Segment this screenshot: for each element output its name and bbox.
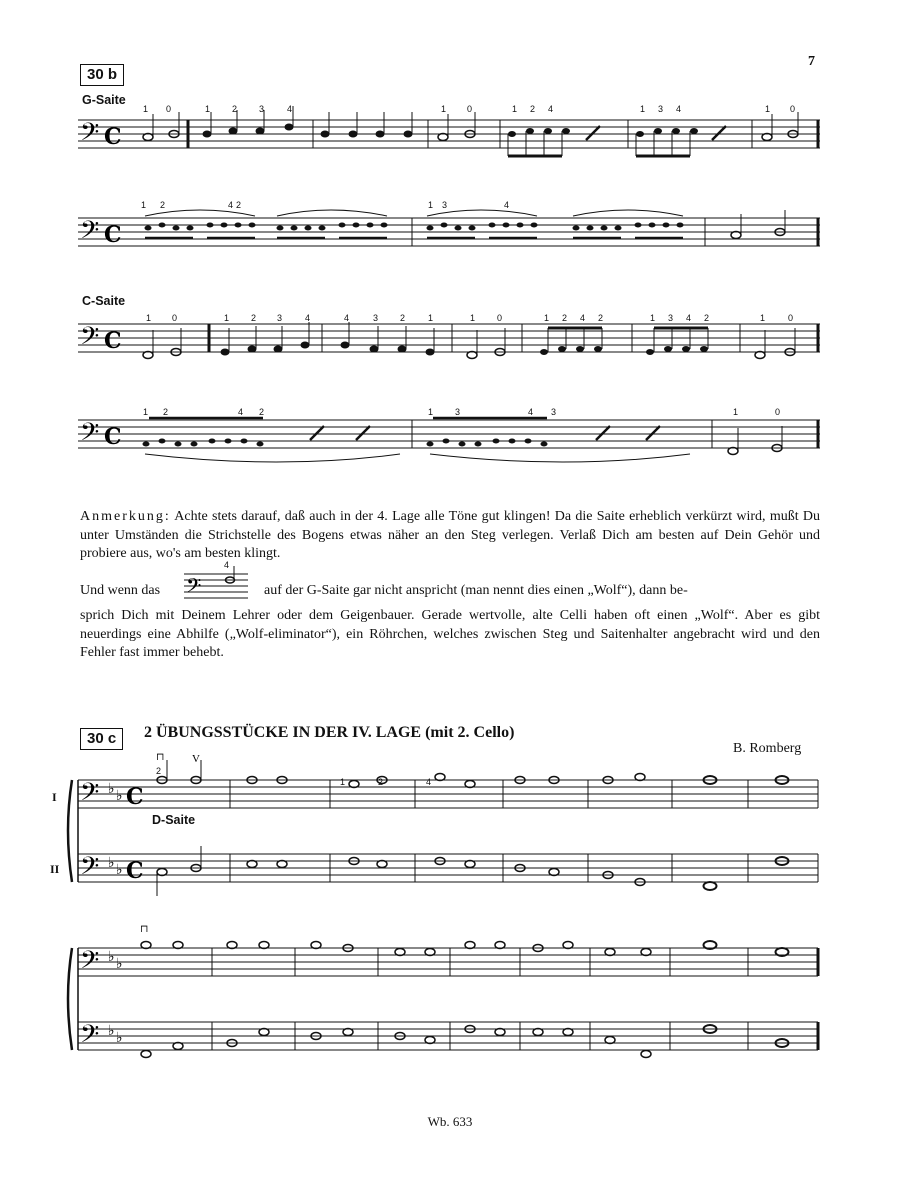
bass-clef-icon: 𝄢 <box>80 1020 100 1055</box>
fingerings-line-2: 1 2 4 2 1 3 4 <box>141 200 510 210</box>
exercise-label-30b: 30 b <box>80 64 124 86</box>
composer-name: B. Romberg <box>733 741 802 756</box>
flat-icon: ♭ <box>108 782 115 797</box>
fingerings-line-4: 1 2 4 2 1 3 4 3 1 0 <box>143 407 781 417</box>
common-time-icon: C <box>104 222 122 248</box>
duet-system-1 <box>60 752 840 900</box>
up-bow-icon: V <box>192 753 200 765</box>
inline-note-example <box>184 566 248 602</box>
bass-clef-icon: 𝄢 <box>80 216 100 251</box>
exercise-title: 2 ÜBUNGSSTÜCKE IN DER IV. LAGE (mit 2. Cello) <box>144 724 515 741</box>
bass-clef-icon: 𝄢 <box>186 574 202 602</box>
page-number: 7 <box>808 54 815 69</box>
flat-icon: ♭ <box>108 1024 115 1039</box>
down-bow-icon: ⊓ <box>140 924 149 935</box>
voice-label-2: II <box>50 862 60 876</box>
flat-icon: ♭ <box>116 789 123 804</box>
inline-note-fingering: 4 <box>224 560 230 570</box>
voice-label-1: I <box>52 790 57 804</box>
flat-icon: ♭ <box>116 1031 123 1046</box>
fingerings-line-3: 1 0 1 2 3 4 4 3 2 1 1 0 1 2 4 2 1 3 4 2 1 0 <box>146 313 794 323</box>
common-time-icon: C <box>104 124 122 150</box>
bass-clef-icon: 𝄢 <box>80 946 100 981</box>
flat-icon: ♭ <box>108 950 115 965</box>
common-time-icon: C <box>104 424 122 450</box>
annotation-paragraph-2: Und wenn das 𝄢 4 auf der G-Saite gar nicht anspricht (man nennt dies einen „Wolf“), dann be- <box>80 582 820 606</box>
bass-clef-icon: 𝄢 <box>80 418 100 453</box>
flat-icon: ♭ <box>108 856 115 871</box>
fingering-top: 2 <box>156 766 162 776</box>
common-time-icon: C <box>104 328 122 354</box>
annotation-paragraph-3: sprich Dich mit Deinem Lehrer oder dem Geigenbauer. Gerade wertvolle, alte Celli haben oft einen „Wolf“. Aber es gibt neuerdings eine Abhilfe („Wolf-eliminator“), ein Röhrchen, welches zwischen Steg und Saitenhalter angebracht wird und den Fehler fast immer behebt. <box>80 608 820 660</box>
duet-system-2 <box>60 924 840 1068</box>
common-time-icon: C <box>126 784 144 810</box>
bass-clef-icon: 𝄢 <box>80 322 100 357</box>
exercise-label-30c: 30 c <box>80 728 123 750</box>
string-label-d: D-Saite <box>152 813 196 827</box>
fingerings-section-c: 1 2 4 <box>340 777 432 787</box>
bass-clef-icon: 𝄢 <box>80 778 100 813</box>
flat-icon: ♭ <box>116 957 123 972</box>
bass-clef-icon: 𝄢 <box>80 852 100 887</box>
string-label-g: G-Saite <box>82 93 126 107</box>
flat-icon: ♭ <box>116 863 123 878</box>
catalog-number: Wb. 633 <box>427 1114 473 1129</box>
common-time-icon: C <box>126 858 144 884</box>
bass-clef-icon: 𝄢 <box>80 118 100 153</box>
music-staff-3 <box>0 300 900 360</box>
fingerings-line-1: 1 0 1 2 3 4 1 0 1 2 4 1 3 4 1 0 <box>143 104 796 114</box>
string-label-c: C-Saite <box>82 294 126 308</box>
annotation-paragraph-1: Anmerkung: Achte stets darauf, daß auch in der 4. Lage alle Töne gut klingen! Da die Saite erheblich verkürzt wird, mußt Du unter Umständen die Strichstelle des Bogens etwas näher an den Steg verlegen. Verlaß Dich am besten auf Dein Gehör und probiere aus, wo's am besten klingt. <box>80 509 821 561</box>
down-bow-icon: ⊓ <box>156 752 165 763</box>
